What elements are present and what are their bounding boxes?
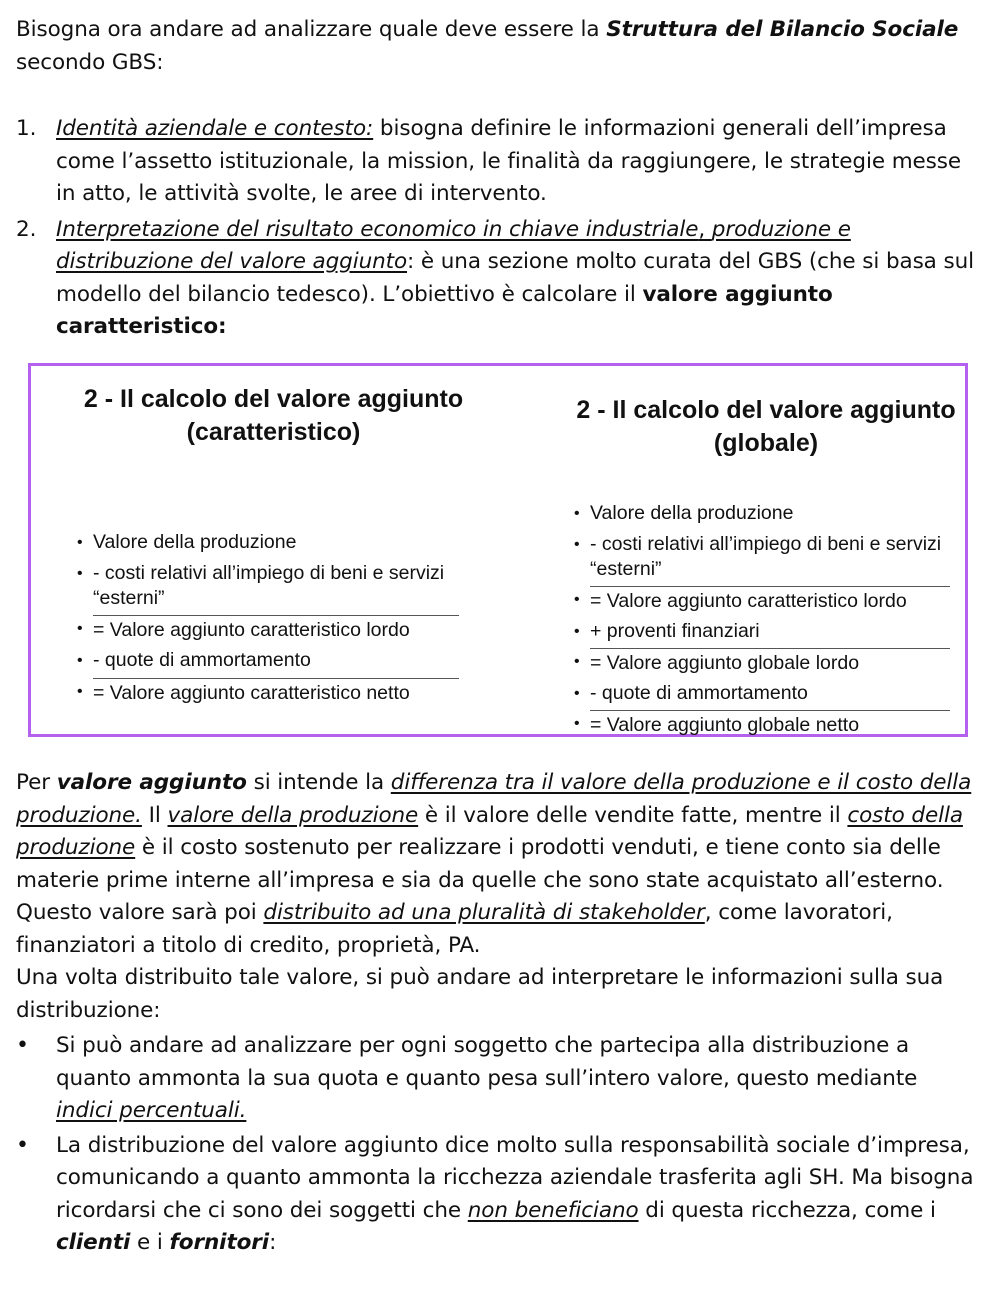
list-item: • - quote di ammortamento <box>77 648 459 678</box>
text-run: di questa ricchezza, come i <box>638 1197 936 1223</box>
text-run: Si può andare ad analizzare per ogni soggetto che partecipa alla distribuzione a quanto ammonta la sua quota e quanto pesa sull’intero valore, questo mediante <box>56 1033 918 1091</box>
intro-prefix: Bisogna ora andare ad analizzare quale deve essere la <box>16 17 607 42</box>
text-run: Il <box>141 802 168 828</box>
list-item: • = Valore aggiunto caratteristico lordo <box>574 587 950 619</box>
left-title-line1: 2 - Il calcolo del valore aggiunto <box>83 385 464 413</box>
emphasis: non beneficiano <box>467 1197 639 1223</box>
intro-emphasis: Struttura del Bilancio Sociale <box>606 17 959 42</box>
text-run: e i <box>130 1230 170 1255</box>
text-run: è il valore delle vendite fatte, mentre il <box>418 802 848 828</box>
left-figure-title <box>51 383 496 449</box>
term-value-added: valore aggiunto <box>56 770 247 795</box>
list-item <box>16 1130 976 1260</box>
bullet-list <box>16 1030 976 1260</box>
text-run: Per <box>16 770 57 795</box>
intro-paragraph <box>16 14 976 79</box>
left-title-line2: (caratteristico) <box>186 418 361 446</box>
text-run: è il costo sostenuto per realizzare i prodotti venduti, e tiene conto sia delle materie prime interne all’impresa e sia da quelle che sono state acquistato all’esterno. Questo valore sarà poi <box>16 835 944 925</box>
right-figure-title <box>546 394 986 460</box>
list-item: • - costi relativi all’impiego di beni e servizi “esterni” <box>574 532 950 586</box>
term-clients: clienti <box>56 1230 131 1255</box>
emphasis: indici percentuali. <box>56 1098 247 1123</box>
list-item-heading-2: produzione e distribuzione del valore aggiunto <box>56 216 851 274</box>
list-item-heading: Interpretazione del risultato economico in chiave industriale <box>56 216 699 242</box>
list-item: • Valore della produzione <box>574 501 950 526</box>
distribution-paragraph: Una volta distribuito tale valore, si può andare ad interpretare le informazioni sulla sua distribuzione: <box>16 965 944 1023</box>
right-title-line1: 2 - Il calcolo del valore aggiunto <box>576 396 956 424</box>
term-production-value: valore della produzione <box>167 802 419 828</box>
text-run: : <box>269 1230 277 1255</box>
value-added-figure <box>28 363 968 737</box>
term-suppliers: fornitori <box>169 1230 270 1255</box>
term-stakeholders: distribuito ad una pluralità di stakeholder <box>263 900 705 925</box>
definition-paragraph <box>16 767 986 962</box>
list-item <box>16 214 976 344</box>
list-item: • + proventi finanziari <box>574 619 950 648</box>
list-item-bold: valore aggiunto caratteristico: <box>56 281 833 339</box>
list-item: • Valore della produzione <box>77 530 459 555</box>
list-number: 1. <box>16 116 37 141</box>
text-run: si intende la <box>246 770 391 795</box>
list-item <box>16 1030 976 1128</box>
list-item: • = Valore aggiunto caratteristico lordo <box>77 616 459 648</box>
right-calculation-list <box>574 501 950 738</box>
list-item-heading: Identità aziendale e contesto: <box>56 116 374 141</box>
list-item: • - costi relativi all’impiego di beni e servizi “esterni” <box>77 561 459 615</box>
bullet-marker: • <box>16 1132 29 1158</box>
definition-emphasis: differenza tra il valore della produzione e il costo della produzione. <box>16 770 972 828</box>
text-run: La distribuzione del valore aggiunto dice molto sulla responsabilità sociale d’impresa, comunicando a quanto ammonta la ricchezza aziendale trasferita agli SH. Ma bisogna ricordarsi che ci sono dei soggetti che <box>56 1132 974 1223</box>
right-title-line2: (globale) <box>713 429 819 457</box>
list-item-heading-separator: , <box>698 216 712 242</box>
list-number: 2. <box>16 216 37 242</box>
value-added-paragraph <box>16 767 986 1027</box>
ordered-list <box>16 113 976 344</box>
list-item-text: : è una sezione molto curata del GBS (che si basa sul modello del bilancio tedesco). L’obiettivo è calcolare il <box>56 249 974 307</box>
list-item-text: bisogna definire le informazioni generali dell’impresa come l’assetto istituzionale, la mission, le finalità da raggiungere, le strategie messe in atto, le attività svolte, le aree di intervento. <box>56 116 962 206</box>
left-calculation-list <box>77 530 459 706</box>
bullet-marker: • <box>16 1033 29 1058</box>
list-item: • = Valore aggiunto globale netto <box>574 711 950 738</box>
list-item: • = Valore aggiunto globale lordo <box>574 649 950 681</box>
intro-suffix: secondo GBS: <box>16 49 164 75</box>
list-item <box>16 113 976 211</box>
term-production-cost: costo della produzione <box>16 802 963 860</box>
text-run: , come lavoratori, finanziatori a titolo di credito, proprietà, PA. <box>16 900 893 958</box>
list-item: • = Valore aggiunto caratteristico netto <box>77 679 459 706</box>
list-item: • - quote di ammortamento <box>574 681 950 710</box>
